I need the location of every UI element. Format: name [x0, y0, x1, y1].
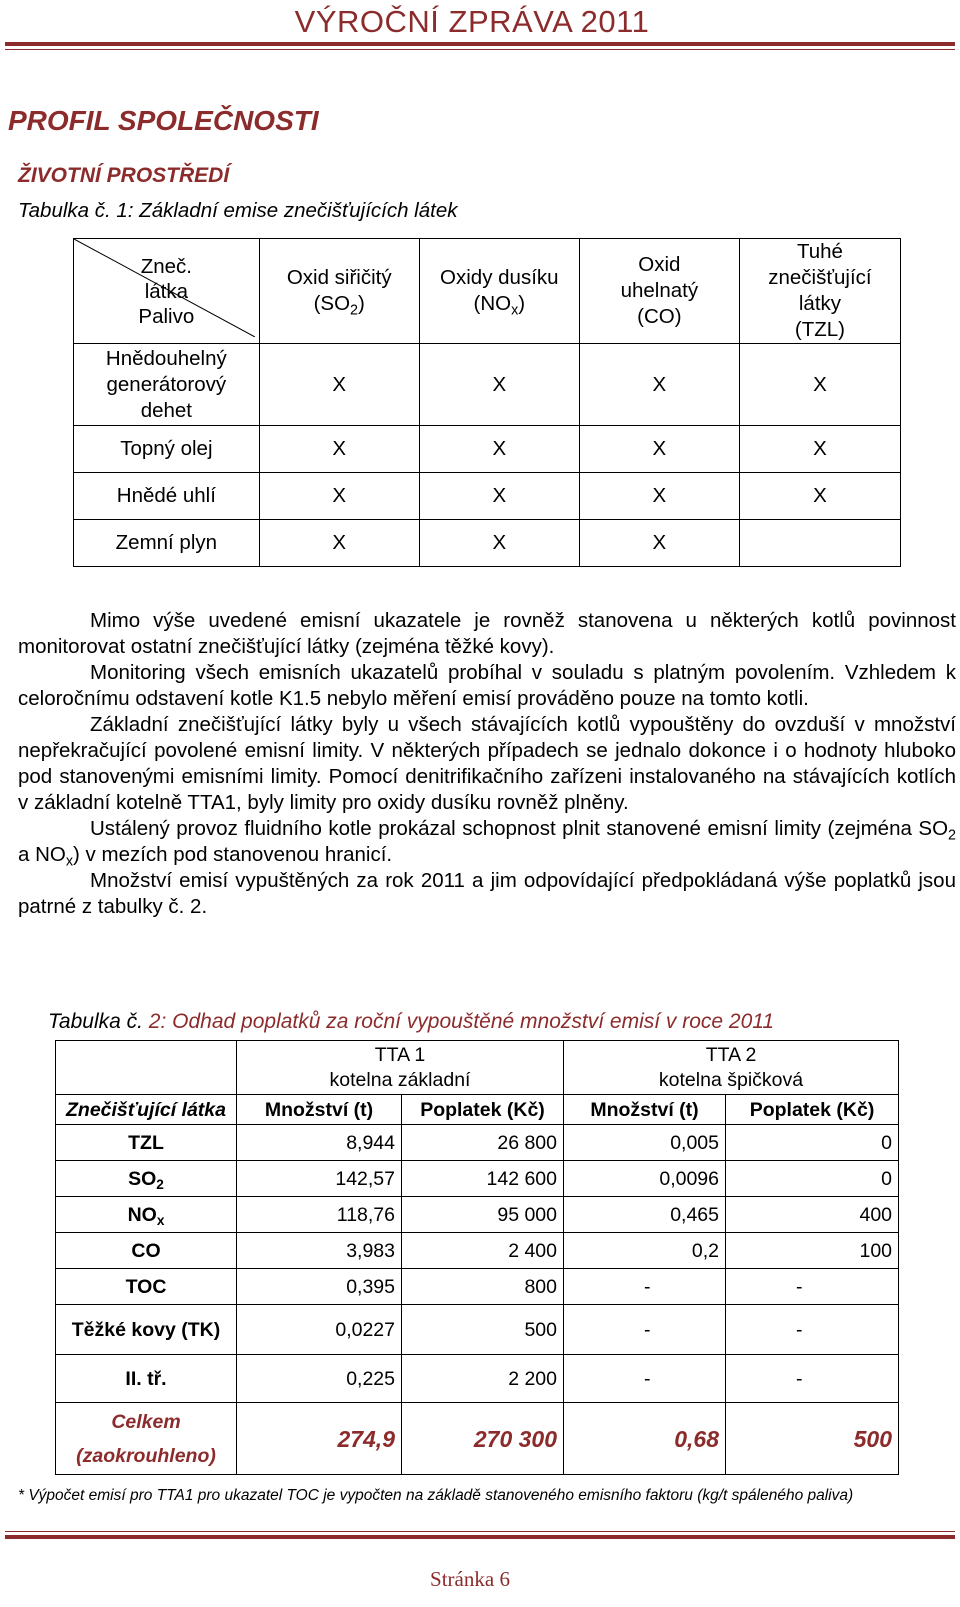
col-qty-tta1: Množství (t) [237, 1095, 402, 1125]
value-cell: X [579, 344, 739, 426]
table-row [56, 1305, 899, 1355]
qty-tta2: 0,2 [564, 1233, 726, 1269]
fee-tta2: 400 [726, 1197, 899, 1233]
fuel-cell: Hnědouhelný generátorový dehet [74, 344, 260, 426]
report-header-title: VÝROČNÍ ZPRÁVA 2011 [294, 4, 650, 39]
corner-top-line1: Zneč. [140, 254, 192, 278]
qty-tta2: - [564, 1269, 726, 1305]
fuel-cell: Zemní plyn [74, 520, 260, 567]
table-row [56, 1125, 899, 1161]
qty-tta2: - [564, 1305, 726, 1355]
subsection-title: ŽIVOTNÍ PROSTŘEDÍ [18, 164, 230, 187]
col-fee-tta1: Poplatek (Kč) [402, 1095, 564, 1125]
paragraph-1: Mimo výše uvedené emisní ukazatele je rovněž stanovena u některých kotlů povinnost monitorovat ostatní znečišťující látky (zejména těžké kovy). [18, 609, 956, 658]
table1-corner-cell [74, 239, 260, 344]
fee-tta1: 2 200 [402, 1355, 564, 1403]
corner-top-line2: látka [144, 279, 188, 303]
paragraph-2: Monitoring všech emisních ukazatelů probíhal v souladu s platným povolením. Vzhledem k celoročnímu odstavení kotle K1.5 nebylo měření emisí prováděno pouze na tomto kotli. [18, 661, 956, 710]
value-cell: X [579, 426, 739, 473]
table-row [74, 426, 901, 473]
group-tta2: TTA 2 kotelna špičková [564, 1041, 899, 1095]
value-cell [739, 520, 900, 567]
value-cell: X [419, 520, 579, 567]
total-fee-tta2: 500 [726, 1403, 899, 1475]
footnote: * Výpočet emisí pro TTA1 pro ukazatel TOC je vypočten na základě stanoveného emisního faktoru (kg/t spáleného paliva) [18, 1487, 854, 1504]
fee-tta2: - [726, 1355, 899, 1403]
group-tta1: TTA 1 kotelna základní [237, 1041, 564, 1095]
fuel-cell: Topný olej [74, 426, 260, 473]
col-header-co: Oxid uhelnatý (CO) [579, 239, 739, 344]
emissions-table [73, 238, 901, 567]
table-row [74, 344, 901, 426]
footer-rule-thin [5, 1531, 955, 1532]
table-row [56, 1269, 899, 1305]
value-cell: X [579, 473, 739, 520]
col-pollutant: Znečišťující látka [56, 1095, 237, 1125]
value-cell: X [579, 520, 739, 567]
qty-tta1: 0,395 [237, 1269, 402, 1305]
qty-tta2: 0,005 [564, 1125, 726, 1161]
paragraph-4: Ustálený provoz fluidního kotle prokázal schopnost plnit stanovené emisní limity (zejména $SO_2$ a $NO_x$) v mezích pod stanovenou hranicí. [18, 817, 956, 870]
col-header-nox: Oxidy dusíku $(NO_x)$ [419, 239, 579, 344]
col-qty-tta2: Množství (t) [564, 1095, 726, 1125]
fee-tta2: 0 [726, 1161, 899, 1197]
col-header-so2: Oxid siřičitý $(SO_2)$ [259, 239, 419, 344]
header-rule-thick [5, 42, 955, 46]
table2-header-row [56, 1095, 899, 1125]
table1-caption: Tabulka č. 1: Základní emise znečišťujících látek [18, 199, 458, 222]
fee-tta1: 800 [402, 1269, 564, 1305]
qty-tta2: 0,465 [564, 1197, 726, 1233]
pollutant-name: $SO_2$ [56, 1161, 237, 1197]
value-cell: X [419, 426, 579, 473]
header-rule-thin [5, 49, 955, 50]
pollutant-name: TZL [56, 1125, 237, 1161]
fee-tta2: 100 [726, 1233, 899, 1269]
empty-corner-cell [56, 1041, 237, 1095]
table2-caption: Tabulka č. 2: Odhad poplatků za roční vypouštěné množství emisí v roce 2011 [48, 1010, 775, 1033]
pollutant-name: Těžké kovy (TK) [56, 1305, 237, 1355]
fee-tta1: 26 800 [402, 1125, 564, 1161]
fuel-cell: Hnědé uhlí [74, 473, 260, 520]
value-cell: X [259, 426, 419, 473]
footer-rule-thick [5, 1535, 955, 1539]
table-row [56, 1161, 899, 1197]
value-cell: X [739, 473, 900, 520]
fee-tta2: 0 [726, 1125, 899, 1161]
qty-tta1: 0,225 [237, 1355, 402, 1403]
fee-tta1: 2 400 [402, 1233, 564, 1269]
qty-tta1: 142,57 [237, 1161, 402, 1197]
pollutant-name: II. tř. [56, 1355, 237, 1403]
qty-tta2: - [564, 1355, 726, 1403]
pollutant-name: CO [56, 1233, 237, 1269]
fee-tta2: - [726, 1305, 899, 1355]
total-qty-tta2: 0,68 [564, 1403, 726, 1475]
col-fee-tta2: Poplatek (Kč) [726, 1095, 899, 1125]
page-number: Stránka 6 [430, 1567, 510, 1591]
col-header-tzl: Tuhé znečišťující látky (TZL) [739, 239, 900, 344]
table-row [74, 473, 901, 520]
total-label: Celkem (zaokrouhleno) [56, 1403, 237, 1475]
section-title: PROFIL SPOLEČNOSTI [8, 105, 319, 136]
fees-table [55, 1040, 899, 1475]
table2-group-row [56, 1041, 899, 1095]
value-cell: X [419, 344, 579, 426]
table-row [56, 1233, 899, 1269]
fee-tta2: - [726, 1269, 899, 1305]
body-text [18, 608, 956, 920]
qty-tta1: 3,983 [237, 1233, 402, 1269]
qty-tta1: 118,76 [237, 1197, 402, 1233]
table1-header-row [74, 239, 901, 344]
pollutant-name: $NO_x$ [56, 1197, 237, 1233]
value-cell: X [419, 473, 579, 520]
table-row [56, 1197, 899, 1233]
corner-bottom: Palivo [138, 304, 195, 328]
qty-tta2: 0,0096 [564, 1161, 726, 1197]
table2-total-row [56, 1403, 899, 1475]
paragraph-5: Množství emisí vypuštěných za rok 2011 a jim odpovídající předpokládaná výše poplatků jsou patrné z tabulky č. 2. [18, 869, 956, 918]
value-cell: X [739, 344, 900, 426]
total-qty-tta1: 274,9 [237, 1403, 402, 1475]
paragraph-3: Základní znečišťující látky byly u všech stávajících kotlů vypouštěny do ovzduší v množství nepřekračující povolené emisní limity. V některých případech se jednalo dokonce i o hodnoty hluboko pod stanovenými emisními limity. Pomocí denitrifikačního zařízeni instalovaného na stávajících kotlích v základní kotelně TTA1, byly limity pro oxidy dusíku rovněž plněny. [18, 713, 956, 814]
table-row [56, 1355, 899, 1403]
qty-tta1: 0,0227 [237, 1305, 402, 1355]
value-cell: X [739, 426, 900, 473]
pollutant-name: TOC [56, 1269, 237, 1305]
value-cell: X [259, 344, 419, 426]
fee-tta1: 95 000 [402, 1197, 564, 1233]
value-cell: X [259, 520, 419, 567]
table-row [74, 520, 901, 567]
value-cell: X [259, 473, 419, 520]
fee-tta1: 500 [402, 1305, 564, 1355]
fee-tta1: 142 600 [402, 1161, 564, 1197]
total-fee-tta1: 270 300 [402, 1403, 564, 1475]
qty-tta1: 8,944 [237, 1125, 402, 1161]
